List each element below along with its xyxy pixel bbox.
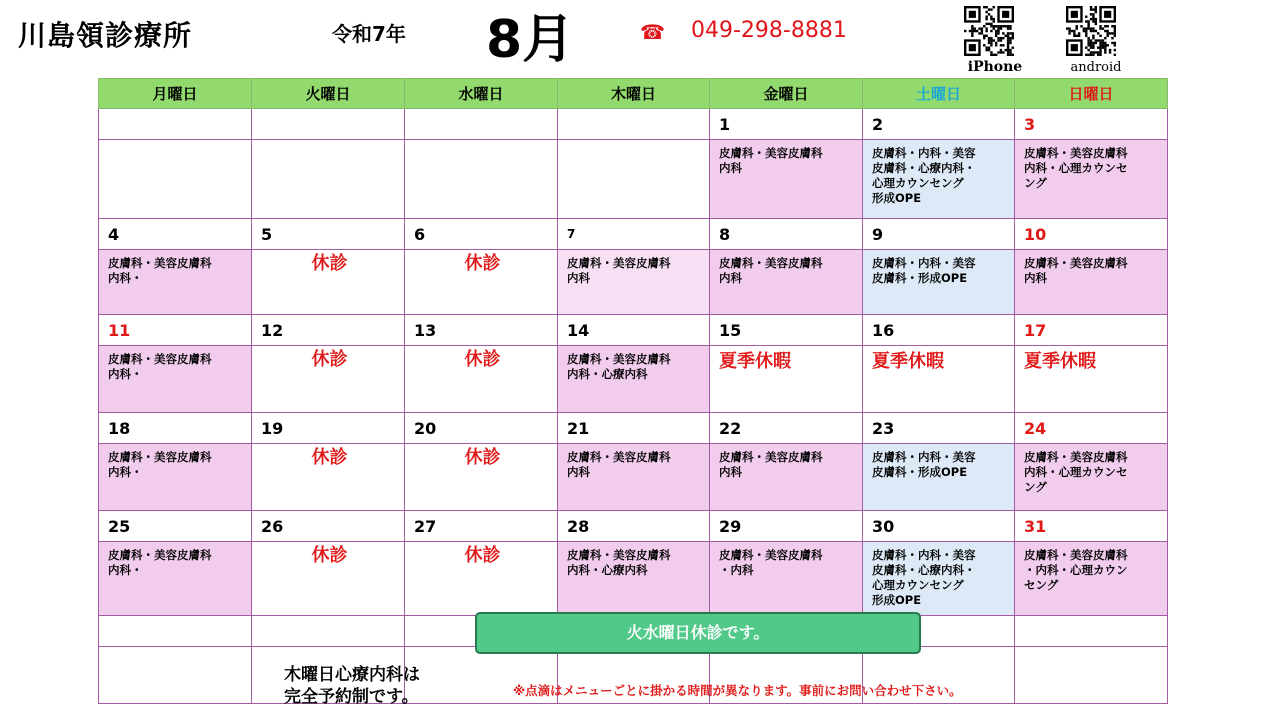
schedule-line: 形成OPE xyxy=(872,191,922,205)
date-cell: 6 xyxy=(405,219,558,250)
phone-number[interactable]: 049-298-8881 xyxy=(691,18,847,43)
weekday-header: 木曜日 xyxy=(558,79,710,109)
schedule-line: 休診 xyxy=(311,545,348,566)
weekday-header-row xyxy=(99,79,1168,109)
schedule-cell xyxy=(99,346,252,413)
schedule-line: 内科 xyxy=(719,271,742,285)
schedule-line: 皮膚科・美容皮膚科 xyxy=(108,352,212,366)
schedule-cell xyxy=(405,140,558,219)
date-cell: 3 xyxy=(1015,109,1168,140)
schedule-cell xyxy=(252,140,405,219)
date-cell: 21 xyxy=(558,413,710,444)
schedule-line: 皮膚科・形成OPE xyxy=(872,271,968,285)
date-cell: 8 xyxy=(710,219,863,250)
date-cell: 14 xyxy=(558,315,710,346)
schedule-line: 内科・心理カウンセ xyxy=(1024,465,1128,479)
date-cell: 22 xyxy=(710,413,863,444)
schedule-cell xyxy=(863,444,1015,511)
schedule-line: 内科 xyxy=(567,465,590,479)
schedule-line: 休診 xyxy=(311,349,348,370)
empty-cell xyxy=(99,647,252,704)
schedule-cell xyxy=(558,542,710,616)
date-cell: 2 xyxy=(863,109,1015,140)
schedule-cell xyxy=(863,250,1015,315)
date-cell: 9 xyxy=(863,219,1015,250)
empty-cell xyxy=(99,616,252,647)
schedule-cell xyxy=(710,140,863,219)
schedule-cell xyxy=(710,346,863,413)
schedule-cell xyxy=(710,444,863,511)
schedule-cell xyxy=(1015,542,1168,616)
date-cell: 30 xyxy=(863,511,1015,542)
schedule-cell xyxy=(1015,250,1168,315)
date-cell xyxy=(405,109,558,140)
thursday-note-line: 完全予約制です。 xyxy=(284,687,419,707)
schedule-line: 皮膚科・心療内科・ xyxy=(872,563,976,577)
schedule-line: 内科・ xyxy=(108,465,143,479)
closed-days-banner: 火水曜日休診です。 xyxy=(475,612,921,654)
schedule-line: 皮膚科・美容皮膚科 xyxy=(1024,548,1128,562)
schedule-line: 皮膚科・美容皮膚科 xyxy=(1024,146,1128,160)
schedule-line: 内科・心療内科 xyxy=(567,367,648,381)
schedule-line: 内科・ xyxy=(108,271,143,285)
date-cell: 18 xyxy=(99,413,252,444)
date-row xyxy=(99,109,1168,140)
schedule-line: 夏季休暇 xyxy=(719,351,791,372)
date-cell: 25 xyxy=(99,511,252,542)
schedule-line: セング xyxy=(1024,578,1059,592)
schedule-cell xyxy=(558,140,710,219)
schedule-cell xyxy=(558,250,710,315)
schedule-cell xyxy=(252,346,405,413)
weekday-header: 金曜日 xyxy=(710,79,863,109)
schedule-line: 皮膚科・美容皮膚科 xyxy=(1024,450,1128,464)
schedule-row xyxy=(99,140,1168,219)
era-year: 令和7年 xyxy=(332,22,406,46)
schedule-line: 皮膚科・美容皮膚科 xyxy=(567,548,671,562)
schedule-line: 皮膚科・内科・美容 xyxy=(872,548,976,562)
schedule-line: 内科・ xyxy=(108,367,143,381)
date-row xyxy=(99,511,1168,542)
schedule-line: 皮膚科・美容皮膚科 xyxy=(719,450,823,464)
schedule-cell xyxy=(252,542,405,616)
schedule-row xyxy=(99,346,1168,413)
empty-cell xyxy=(1015,616,1168,647)
schedule-cell xyxy=(405,346,558,413)
date-cell: 17 xyxy=(1015,315,1168,346)
schedule-line: 皮膚科・美容皮膚科 xyxy=(719,548,823,562)
schedule-cell xyxy=(710,250,863,315)
schedule-line: 皮膚科・内科・美容 xyxy=(872,450,976,464)
qr-iphone-label: iPhone xyxy=(967,59,1023,75)
schedule-line: 皮膚科・内科・美容 xyxy=(872,256,976,270)
date-cell: 1 xyxy=(710,109,863,140)
schedule-line: 内科 xyxy=(719,465,742,479)
schedule-line: 皮膚科・内科・美容 xyxy=(872,146,976,160)
weekday-header: 水曜日 xyxy=(405,79,558,109)
date-cell: 5 xyxy=(252,219,405,250)
drip-note: ※点滴はメニューごとに掛かる時間が異なります。事前にお問い合わせ下さい。 xyxy=(513,683,962,698)
schedule-line: 皮膚科・美容皮膚科 xyxy=(108,450,212,464)
schedule-cell xyxy=(99,444,252,511)
schedule-line: 休診 xyxy=(464,545,501,566)
schedule-line: 皮膚科・形成OPE xyxy=(872,465,968,479)
date-cell: 23 xyxy=(863,413,1015,444)
date-cell: 13 xyxy=(405,315,558,346)
date-cell xyxy=(99,109,252,140)
schedule-line: ・内科・心理カウン xyxy=(1024,563,1128,577)
date-cell: 20 xyxy=(405,413,558,444)
date-cell xyxy=(558,109,710,140)
schedule-row xyxy=(99,444,1168,511)
weekday-header-sunday: 日曜日 xyxy=(1015,79,1168,109)
date-cell: 12 xyxy=(252,315,405,346)
phone-icon: ☎ xyxy=(640,20,665,44)
schedule-cell xyxy=(252,444,405,511)
date-cell: 10 xyxy=(1015,219,1168,250)
date-cell: 31 xyxy=(1015,511,1168,542)
schedule-line: 内科・心療内科 xyxy=(567,563,648,577)
schedule-cell xyxy=(558,444,710,511)
date-cell: 16 xyxy=(863,315,1015,346)
schedule-line: 内科 xyxy=(1024,271,1047,285)
schedule-cell xyxy=(99,140,252,219)
schedule-line: 休診 xyxy=(311,253,348,274)
date-cell: 24 xyxy=(1015,413,1168,444)
schedule-line: 形成OPE xyxy=(872,593,922,607)
qr-code-icon[interactable] xyxy=(1066,6,1116,56)
schedule-cell xyxy=(99,250,252,315)
schedule-line: 皮膚科・美容皮膚科 xyxy=(1024,256,1128,270)
schedule-line: 皮膚科・美容皮膚科 xyxy=(567,352,671,366)
schedule-cell xyxy=(863,140,1015,219)
schedule-row xyxy=(99,542,1168,616)
schedule-cell xyxy=(1015,346,1168,413)
schedule-line: 心理カウンセング xyxy=(872,578,964,592)
schedule-line: 内科 xyxy=(719,161,742,175)
schedule-line: 皮膚科・美容皮膚科 xyxy=(108,256,212,270)
schedule-line: 皮膚科・美容皮膚科 xyxy=(719,146,823,160)
schedule-line: ・内科 xyxy=(719,563,754,577)
date-cell: 4 xyxy=(99,219,252,250)
weekday-header: 火曜日 xyxy=(252,79,405,109)
schedule-line: ング xyxy=(1024,480,1047,494)
month-title: 8月 xyxy=(486,10,575,70)
schedule-cell xyxy=(99,542,252,616)
weekday-header-saturday: 土曜日 xyxy=(863,79,1015,109)
schedule-cell xyxy=(405,444,558,511)
schedule-line: 皮膚科・心療内科・ xyxy=(872,161,976,175)
date-row xyxy=(99,315,1168,346)
calendar-table xyxy=(98,78,1168,704)
empty-cell xyxy=(252,616,405,647)
date-cell: 27 xyxy=(405,511,558,542)
date-cell: 11 xyxy=(99,315,252,346)
thursday-note xyxy=(284,664,420,708)
qr-android-label: android xyxy=(1070,60,1122,75)
date-cell: 19 xyxy=(252,413,405,444)
schedule-line: ング xyxy=(1024,176,1047,190)
schedule-line: 夏季休暇 xyxy=(1024,351,1096,372)
schedule-line: 休診 xyxy=(311,447,348,468)
schedule-line: 皮膚科・美容皮膚科 xyxy=(719,256,823,270)
schedule-line: 皮膚科・美容皮膚科 xyxy=(108,548,212,562)
schedule-cell xyxy=(710,542,863,616)
qr-code-icon[interactable] xyxy=(964,6,1014,56)
schedule-cell xyxy=(558,346,710,413)
weekday-header: 月曜日 xyxy=(99,79,252,109)
date-row xyxy=(99,413,1168,444)
schedule-line: 内科 xyxy=(567,271,590,285)
date-cell: 26 xyxy=(252,511,405,542)
date-cell: 7 xyxy=(558,219,710,250)
date-row xyxy=(99,219,1168,250)
date-cell xyxy=(252,109,405,140)
thursday-note-line: 木曜日心療内科は xyxy=(284,665,420,685)
schedule-cell xyxy=(863,346,1015,413)
schedule-line: 内科・心理カウンセ xyxy=(1024,161,1128,175)
empty-cell xyxy=(1015,647,1168,704)
schedule-line: 心理カウンセング xyxy=(872,176,964,190)
date-cell: 28 xyxy=(558,511,710,542)
schedule-cell xyxy=(252,250,405,315)
schedule-line: 休診 xyxy=(464,447,501,468)
schedule-line: 皮膚科・美容皮膚科 xyxy=(567,450,671,464)
schedule-cell xyxy=(405,250,558,315)
schedule-cell xyxy=(1015,140,1168,219)
schedule-line: 皮膚科・美容皮膚科 xyxy=(567,256,671,270)
schedule-line: 休診 xyxy=(464,253,501,274)
schedule-cell xyxy=(405,542,558,616)
schedule-cell xyxy=(1015,444,1168,511)
schedule-line: 休診 xyxy=(464,349,501,370)
schedule-cell xyxy=(863,542,1015,616)
date-cell: 15 xyxy=(710,315,863,346)
schedule-line: 夏季休暇 xyxy=(872,351,944,372)
schedule-row xyxy=(99,250,1168,315)
clinic-name: 川島領診療所 xyxy=(18,19,193,52)
date-cell: 29 xyxy=(710,511,863,542)
schedule-line: 内科・ xyxy=(108,563,143,577)
